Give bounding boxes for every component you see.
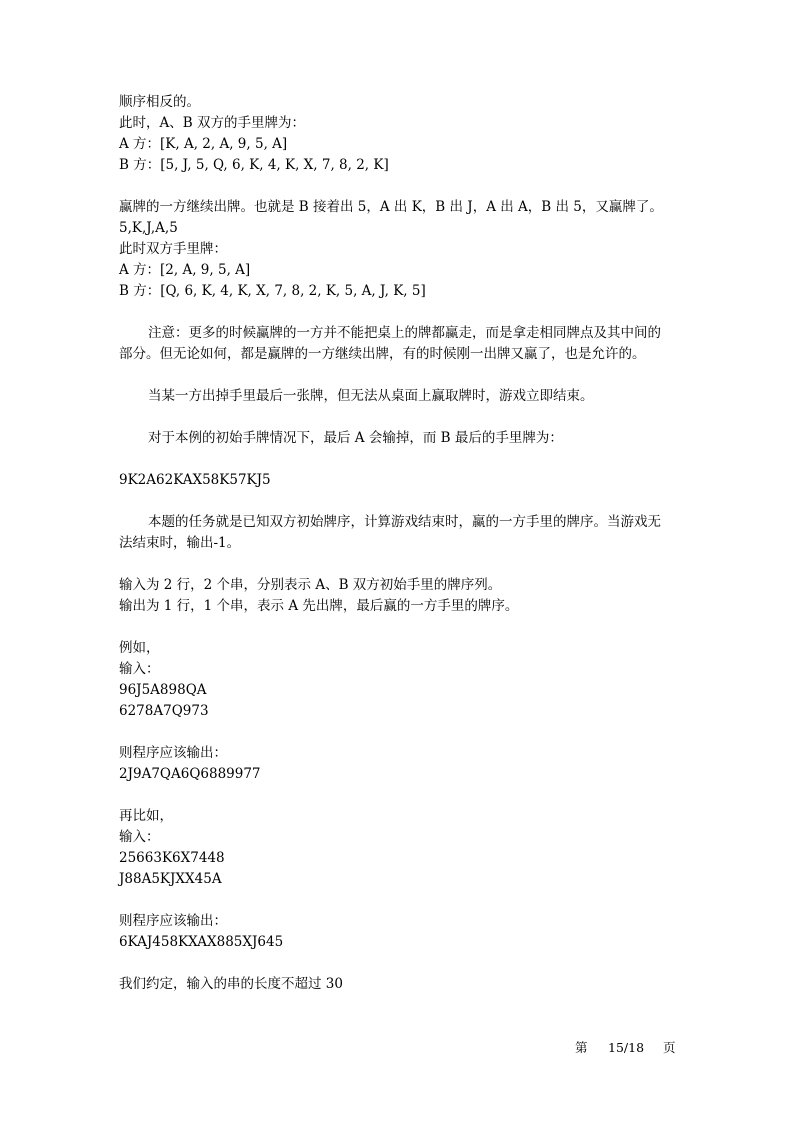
input-label: 输入： xyxy=(119,661,160,677)
example-result-paragraph: 对于本例的初始手牌情况下，最后 A 会输掉，而 B 最后的手里牌为： xyxy=(148,430,563,446)
footer-prefix: 第 xyxy=(575,1040,588,1055)
example-output: 2J9A7QA6Q6889977 xyxy=(119,766,261,782)
blank-line xyxy=(119,890,679,911)
output-label: 则程序应该输出： xyxy=(119,913,227,929)
example-heading: 例如， xyxy=(119,640,160,656)
text-line: 赢牌的一方继续出牌。也就是 B 接着出 5，A 出 K，B 出 J，A 出 A，B 出 5，又赢牌了。 xyxy=(119,199,663,215)
blank-line xyxy=(119,302,679,323)
blank-line xyxy=(119,449,679,470)
blank-line xyxy=(119,722,679,743)
text-line: A 方：[2, A, 9, 5, A] xyxy=(119,262,251,278)
example-input-b: 6278A7Q973 xyxy=(119,703,209,719)
output-spec: 输出为 1 行，1 个串，表示 A 先出牌，最后赢的一方手里的牌序。 xyxy=(119,598,519,614)
example-input-a: 96J5A898QA xyxy=(119,682,207,698)
blank-line xyxy=(119,617,679,638)
blank-line xyxy=(119,365,679,386)
blank-line xyxy=(119,407,679,428)
blank-line xyxy=(119,785,679,806)
text-line: 5,K,J,A,5 xyxy=(119,220,178,236)
result-sequence: 9K2A62KAX58K57KJ5 xyxy=(119,472,271,488)
example-output: 6KAJ458KXAX885XJ645 xyxy=(119,934,284,950)
constraint-text: 我们约定，输入的串的长度不超过 30 xyxy=(119,976,343,992)
example-input-b: J88A5KJXX45A xyxy=(119,871,222,887)
example-heading: 再比如， xyxy=(119,808,173,824)
page-footer xyxy=(575,1038,676,1056)
example-input-a: 25663K6X7448 xyxy=(119,850,225,866)
blank-line xyxy=(119,491,679,512)
text-line: 此时双方手里牌： xyxy=(119,241,227,257)
task-paragraph-line: 本题的任务就是已知双方初始牌序，计算游戏结束时，赢的一方手里的牌序。当游戏无 xyxy=(148,514,661,530)
task-paragraph-line: 法结束时，输出-1。 xyxy=(119,535,241,551)
blank-line xyxy=(119,953,679,974)
input-label: 输入： xyxy=(119,829,160,845)
note-paragraph-line: 部分。但无论如何，都是赢牌的一方继续出牌，有的时候刚一出牌又赢了，也是允许的。 xyxy=(119,346,646,362)
document-body xyxy=(119,92,679,995)
output-label: 则程序应该输出： xyxy=(119,745,227,761)
blank-line xyxy=(119,176,679,197)
page-number: 15/18 xyxy=(608,1040,645,1055)
text-line: B 方：[Q, 6, K, 4, K, X, 7, 8, 2, K, 5, A, J, K, 5] xyxy=(119,283,426,299)
game-end-paragraph: 当某一方出掉手里最后一张牌，但无法从桌面上赢取牌时，游戏立即结束。 xyxy=(148,388,594,404)
blank-line xyxy=(119,554,679,575)
text-line: 顺序相反的。 xyxy=(119,94,200,110)
note-paragraph-line: 注意：更多的时候赢牌的一方并不能把桌上的牌都赢走，而是拿走相同牌点及其中间的 xyxy=(148,325,661,341)
text-line: A 方：[K, A, 2, A, 9, 5, A] xyxy=(119,136,288,152)
footer-suffix: 页 xyxy=(663,1040,676,1055)
text-line: 此时，A、B 双方的手里牌为： xyxy=(119,115,305,131)
text-line: B 方：[5, J, 5, Q, 6, K, 4, K, X, 7, 8, 2, K] xyxy=(119,157,389,173)
input-spec: 输入为 2 行，2 个串，分别表示 A、B 双方初始手里的牌序列。 xyxy=(119,577,502,593)
